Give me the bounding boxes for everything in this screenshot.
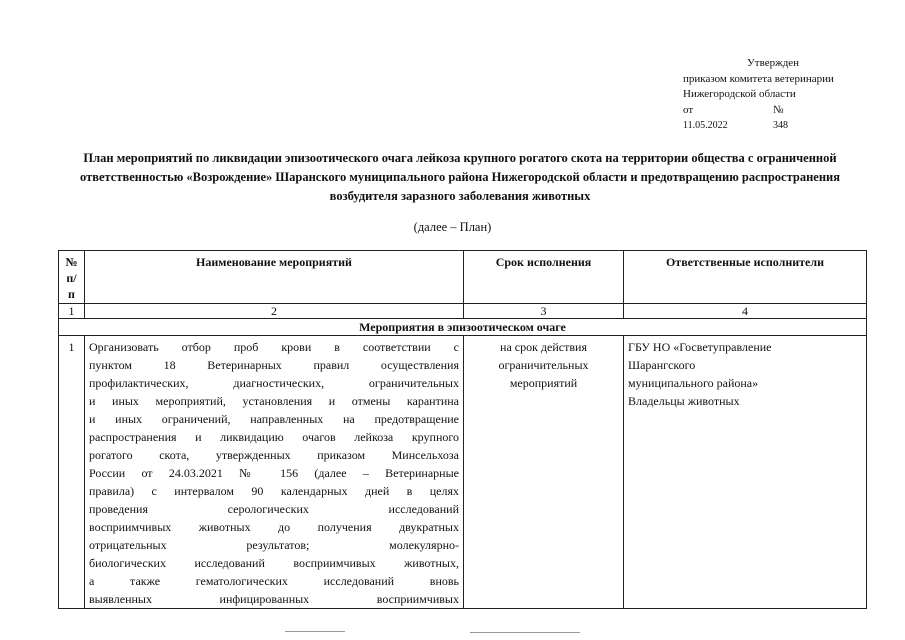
column-numbers-row: [59, 304, 867, 319]
approval-from-label: от: [683, 103, 694, 116]
document-subtitle: (далее – План): [413, 220, 492, 234]
activity-line: правила) с интервалом 90 календарных дней в целях: [89, 484, 459, 498]
responsible-line: муниципального района»: [628, 376, 759, 390]
term-line: ограничительных: [498, 358, 589, 372]
activity-line: выявленных инфицированных восприимчивых: [89, 592, 459, 606]
activity-line: России от 24.03.2021 № 156 (далее – Ветеринарные: [89, 466, 459, 480]
section-title: Мероприятия в эпизоотическом очаге: [59, 319, 867, 336]
section-row: [59, 319, 867, 336]
activity-line: профилактических, диагностических, ограничительных: [89, 376, 459, 390]
activity-line: проведения серологических исследований: [89, 502, 459, 516]
document-title: План мероприятий по ликвидации эпизоотического очага лейкоза крупного рогатого скота на территории общества с ограниченной ответственностью «Возрождение» Шаранского муниципального района Нижегородской области и предотвращению распространения возбудителя заразного заболевания животных: [79, 151, 841, 203]
plan-table: [58, 250, 867, 609]
responsible-line: Владельцы животных: [628, 394, 740, 408]
table-row: [59, 336, 867, 609]
approval-number: 348: [773, 120, 788, 131]
approval-labels-row: [683, 103, 883, 119]
column-number: 4: [624, 304, 867, 319]
activity-line: биологических исследований восприимчивых животных,: [89, 556, 459, 570]
activity-line: рогатого скота, утвержденных приказом Минсельхоза: [89, 448, 459, 462]
activity-line: а также гематологических исследований вновь: [89, 574, 459, 588]
approval-order-line: приказом комитета ветеринарии: [683, 72, 834, 85]
scan-artifact-line: [285, 631, 345, 632]
column-number: 2: [85, 304, 464, 319]
row-activity-cell: [85, 336, 464, 609]
row-responsible-cell: [624, 336, 867, 609]
approval-region-line: Нижегородской области: [683, 88, 796, 100]
header-term: Срок исполнения: [464, 251, 624, 304]
column-number: 3: [464, 304, 624, 319]
approval-number-label: №: [773, 103, 784, 116]
activity-line: Организовать отбор проб крови в соответствии с: [89, 340, 459, 354]
header-responsible: Ответственные исполнители: [624, 251, 867, 304]
responsible-line: ГБУ НО «Госветуправление: [628, 340, 772, 354]
activity-line: отрицательных результатов; молекулярно-: [89, 538, 459, 552]
scan-artifact-line: [470, 632, 580, 633]
table-header-row: [59, 251, 867, 304]
activity-line: и иных ограничений, направленных на предотвращение: [89, 412, 459, 426]
approval-date: 11.05.2022: [683, 120, 728, 131]
column-number: 1: [59, 304, 85, 319]
activity-line: распространения и ликвидацию очагов лейкоза крупного: [89, 430, 459, 444]
row-term-cell: [464, 336, 624, 609]
activity-line: восприимчивых животных до получения двукратных: [89, 520, 459, 534]
approval-title: Утвержден: [747, 57, 800, 69]
header-num: № п/п: [59, 251, 85, 304]
activity-line: пунктом 18 Ветеринарных правил осуществления: [89, 358, 459, 372]
header-name: Наименование мероприятий: [85, 251, 464, 304]
row-number: 1: [59, 336, 85, 609]
approval-block: [683, 56, 883, 134]
activity-line: и иных мероприятий, установления и отмены карантина: [89, 394, 459, 408]
term-line: на срок действия: [500, 340, 587, 354]
approval-values-row: [683, 118, 883, 134]
responsible-line: Шарангского: [628, 358, 696, 372]
term-line: мероприятий: [509, 376, 578, 390]
